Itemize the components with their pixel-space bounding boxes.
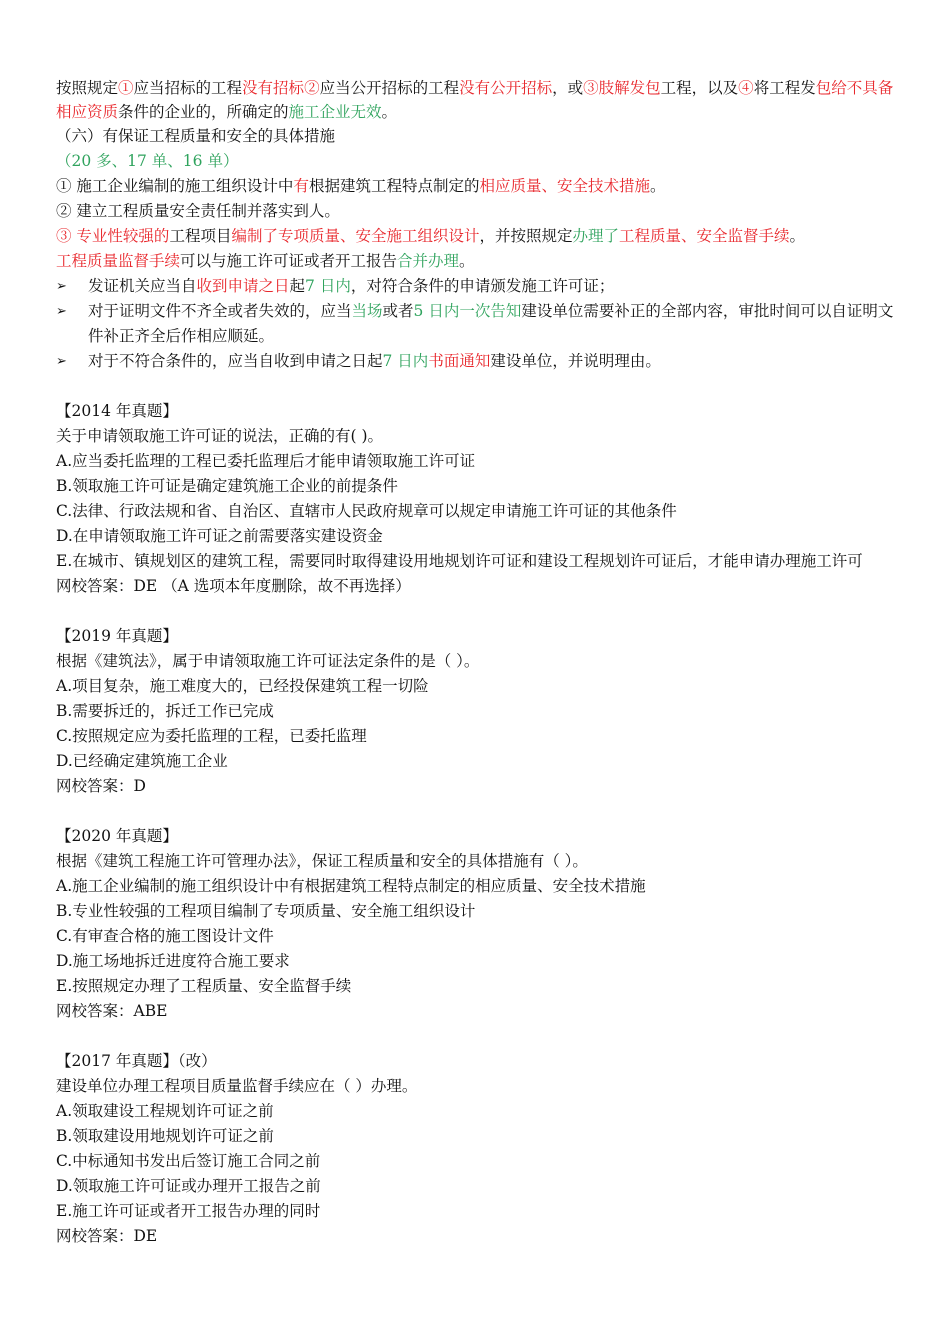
question-2017 bbox=[56, 1049, 896, 1249]
intro-paragraph: 按照规定①应当招标的工程没有招标②应当公开招标的工程没有公开招标，或③肢解发包工程，以及④将工程发包给不具备相应资质条件的企业的，所确定的施工企业无效。 bbox=[56, 79, 894, 121]
option-b: B.专业性较强的工程项目编制了专项质量、安全施工组织设计 bbox=[56, 902, 476, 920]
arrow-bullet-icon: ➢ bbox=[56, 354, 67, 369]
question-stem: 建设单位办理工程项目质量监督手续应在（ ）办理。 bbox=[56, 1077, 418, 1095]
exam-frequency-tag: （20 多、17 单、16 单） bbox=[56, 152, 239, 170]
option-d: D.已经确定建筑施工企业 bbox=[56, 752, 228, 770]
arrow-bullet-icon: ➢ bbox=[56, 304, 67, 319]
question-title: 【2019 年真题】 bbox=[56, 627, 178, 645]
measure-item-1: ① 施工企业编制的施工组织设计中有根据建筑工程特点制定的相应质量、安全技术措施。 bbox=[56, 177, 666, 195]
arrow-bullet-icon: ➢ bbox=[56, 279, 67, 294]
option-b: B.需要拆迁的，拆迁工作已完成 bbox=[56, 702, 274, 720]
option-a: A.领取建设工程规划许可证之前 bbox=[56, 1102, 274, 1120]
question-title: 【2020 年真题】 bbox=[56, 827, 178, 845]
option-c: C.按照规定应为委托监理的工程，已委托监理 bbox=[56, 727, 367, 745]
question-2020 bbox=[56, 824, 896, 1024]
answer: 网校答案：DE bbox=[56, 1227, 158, 1245]
document-page bbox=[56, 76, 896, 1249]
question-stem: 根据《建筑工程施工许可管理办法》，保证工程质量和安全的具体措施有（ ）。 bbox=[56, 852, 588, 870]
answer: 网校答案：DE （A 选项本年度删除，故不再选择） bbox=[56, 577, 411, 595]
question-2019 bbox=[56, 624, 896, 799]
option-e: E.施工许可证或者开工报告办理的同时 bbox=[56, 1202, 321, 1220]
bullet-item-3: ➢ 对于不符合条件的，应当自收到申请之日起7 日内书面通知建设单位，并说明理由。 bbox=[56, 349, 896, 374]
question-title: 【2014 年真题】 bbox=[56, 402, 178, 420]
measure-item-4: 工程质量监督手续可以与施工许可证或者开工报告合并办理。 bbox=[56, 252, 475, 270]
option-d: D.领取施工许可证或办理开工报告之前 bbox=[56, 1177, 321, 1195]
option-c: C.法律、行政法规和省、自治区、直辖市人民政府规章可以规定申请施工许可证的其他条件 bbox=[56, 502, 677, 520]
option-b: B.领取施工许可证是确定建筑施工企业的前提条件 bbox=[56, 477, 398, 495]
bullet-item-1: ➢ 发证机关应当自收到申请之日起7 日内，对符合条件的申请颁发施工许可证； bbox=[56, 274, 896, 299]
answer: 网校答案：D bbox=[56, 777, 146, 795]
option-d: D.在申请领取施工许可证之前需要落实建设资金 bbox=[56, 527, 383, 545]
option-d: D.施工场地拆迁进度符合施工要求 bbox=[56, 952, 290, 970]
question-stem: 关于申请领取施工许可证的说法，正确的有( )。 bbox=[56, 427, 384, 445]
question-stem: 根据《建筑法》，属于申请领取施工许可证法定条件的是（ ）。 bbox=[56, 652, 480, 670]
option-a: A.应当委托监理的工程已委托监理后才能申请领取施工许可证 bbox=[56, 452, 476, 470]
question-2014 bbox=[56, 399, 896, 599]
option-a: A.施工企业编制的施工组织设计中有根据建筑工程特点制定的相应质量、安全技术措施 bbox=[56, 877, 646, 895]
option-a: A.项目复杂，施工难度大的，已经投保建筑工程一切险 bbox=[56, 677, 429, 695]
question-title: 【2017 年真题】（改） bbox=[56, 1052, 217, 1070]
option-e: E.在城市、镇规划区的建筑工程，需要同时取得建设用地规划许可证和建设工程规划许可证后，才能申请办理施工许可 bbox=[56, 552, 863, 570]
option-c: C.有审查合格的施工图设计文件 bbox=[56, 927, 274, 945]
answer: 网校答案：ABE bbox=[56, 1002, 168, 1020]
section-heading: （六）有保证工程质量和安全的具体措施 bbox=[56, 127, 336, 145]
option-c: C.中标通知书发出后签订施工合同之前 bbox=[56, 1152, 321, 1170]
bullet-item-2: ➢ 对于证明文件不齐全或者失效的，应当当场或者5 日内一次告知建设单位需要补正的全部内容，审批时间可以自证明文件补正齐全后作相应顺延。 bbox=[56, 299, 896, 349]
option-e: E.按照规定办理了工程质量、安全监督手续 bbox=[56, 977, 352, 995]
option-b: B.领取建设用地规划许可证之前 bbox=[56, 1127, 274, 1145]
measure-item-2: ② 建立工程质量安全责任制并落实到人。 bbox=[56, 202, 340, 220]
measure-item-3: ③ 专业性较强的工程项目编制了专项质量、安全施工组织设计，并按照规定办理了工程质量、安全监督手续。 bbox=[56, 227, 806, 245]
